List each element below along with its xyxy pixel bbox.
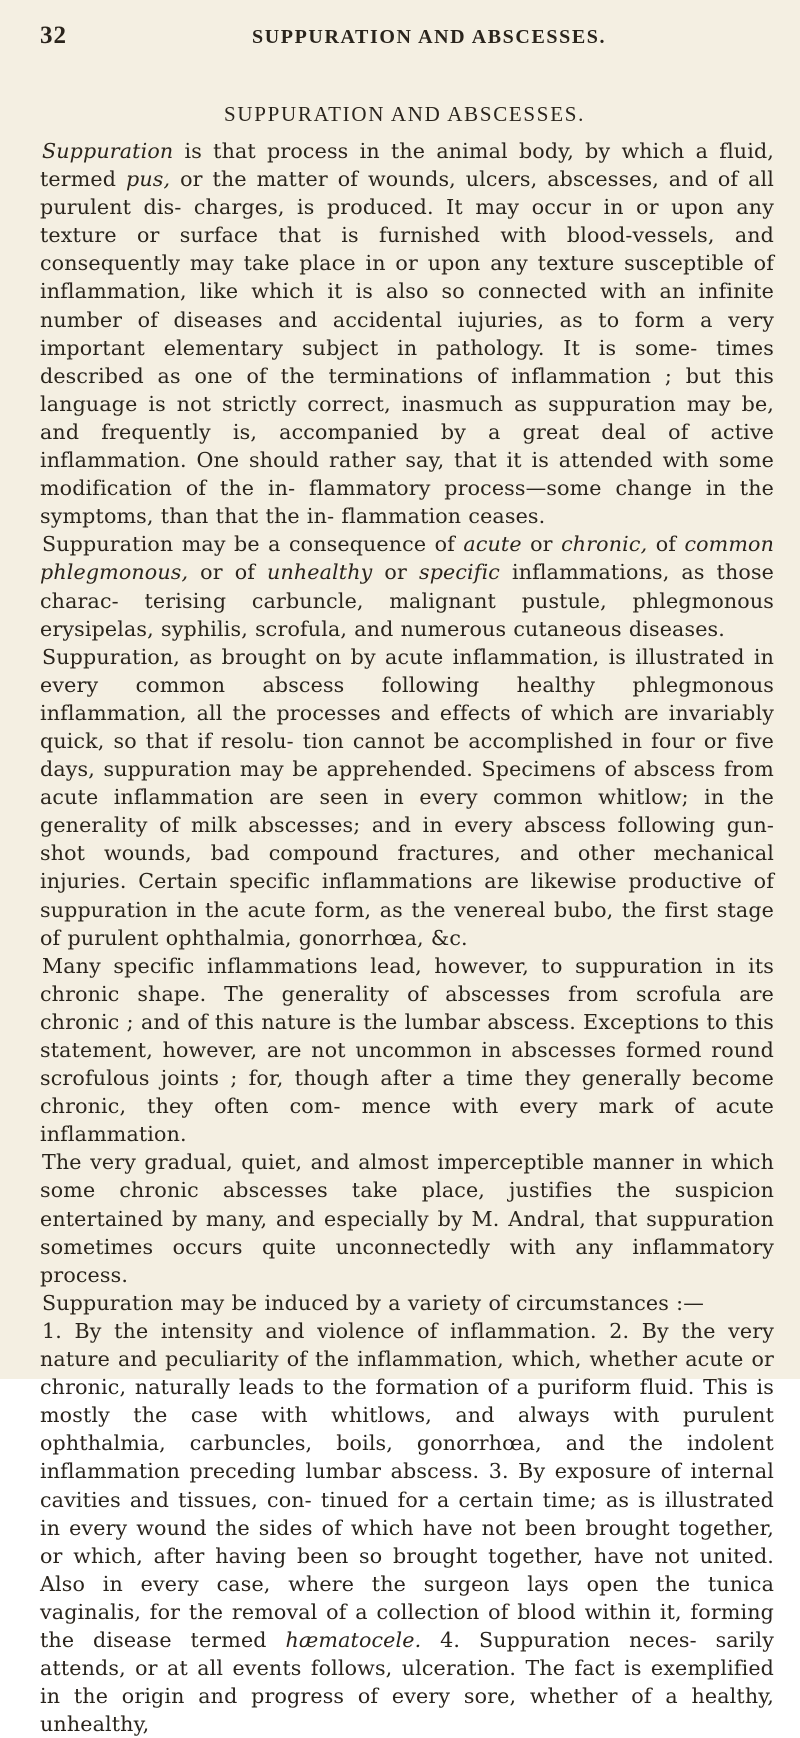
text-run: or of [188,560,268,585]
text-run: Suppuration may be a consequence of [42,532,464,557]
paragraph [40,1289,774,1317]
italic-text: Suppuration [42,139,174,163]
paragraph [40,1317,774,1738]
text-run: The very gradual, quiet, and almost imperceptible manner in which some chronic abscesses take place, justifies the suspicion entertained by many, and especially by M. Andral, that suppuration sometimes occurs quite unconnectedly with any inflammatory process. [40,1150,774,1287]
chapter-title: SUPPURATION AND ABSCESSES. [224,102,586,126]
italic-text: unhealthy [267,560,373,585]
body-text [40,137,774,1738]
italic-text: chronic, [561,532,648,557]
italic-text: hæmatocele. [285,1627,422,1652]
italic-text: common phlegmonous, [40,532,775,585]
text-run: or [372,560,419,585]
paragraph [40,1148,774,1288]
italic-text: specific [418,560,500,585]
page-number: 32 [40,22,67,49]
running-title: SUPPURATION AND ABSCESSES. [252,26,607,48]
text-run: of [647,532,685,557]
paragraph [40,952,774,1149]
running-head [40,22,774,62]
text-run: or the matter of wounds, ulcers, abscesses, and of all purulent dis- charges, is produced. It may occur in or upon any texture or surface that is furnished with blood-vessels, and consequently may take place in or upon any texture susceptible of inflammation, like which it is also so connected with an infinite number of diseases and accidental iujuries, as to form a very important elementary subject in pathology. It is some- times described as one of the terminations of inflammation ; but this language is not strictly correct, inasmuch as suppuration may be, and frequently is, accompanied by a great deal of active inflammation. One should rather say, that it is attended with some modification of the in- flammatory process—some change in the symptoms, than that the in- flammation ceases. [40,167,774,529]
text-run: 1. By the intensity and violence of inflammation. 2. By the very nature and peculiarity of the inflammation, which, whether acute or chronic, naturally leads to the formation of a puriform fluid. This is mostly the case with whitlows, and always with purulent ophthalmia, carbuncles, boils, gonorrhœa, and the indolent inflammation preceding lumbar abscess. 3. By exposure of internal cavities and tissues, con- tinued for a certain time; as is illustrated in every wound the sides of which have not been brought together, or which, after having been so brought together, have not united. Also in every case, where the surgeon lays open the tunica vaginalis, for the removal of a collection of blood within it, forming the disease termed [40,1318,774,1652]
paragraph [40,137,774,530]
paragraph [40,530,774,642]
text-run: 4. Suppuration neces- sarily attends, or at all events follows, ulceration. The fact is exemplified in the origin and progress of every sore, whether of a healthy, unhealthy, [40,1627,775,1737]
text-run: is that process in the animal body, by which a fluid, termed [40,139,774,192]
italic-text: pus, [126,167,171,192]
paragraph [40,643,774,952]
italic-text: acute [463,532,522,557]
text-run: or [521,532,562,557]
text-run: Suppuration, as brought on by acute inflammation, is illustrated in every common abscess following healthy phlegmonous inflammation, all the processes and effects of which are invariably quick, so that if resolu- tion cannot be accomplished in four or five days, suppuration may be apprehended. Specimens of abscess from acute inflammation are seen in every common whitlow; in the generality of milk abscesses; and in every abscess following gun-shot wounds, bad compound fractures, and other mechanical injuries. Certain specific inflammations are likewise productive of suppuration in the acute form, as the venereal bubo, the first stage of purulent ophthalmia, gonorrhœa, &c. [40,644,774,950]
text-run: Suppuration may be induced by a variety of circumstances :— [42,1290,704,1315]
text-run: inflammations, as those charac- terising carbuncle, malignant pustule, phlegmonous erysipelas, syphilis, scrofula, and numerous cutaneous diseases. [40,560,775,641]
text-run: Many specific inflammations lead, however, to suppuration in its chronic shape. The generality of abscesses from scrofula are chronic ; and of this nature is the lumbar abscess. Exceptions to this statement, however, are not uncommon in abscesses formed round scrofulous joints ; for, though after a time they generally become chronic, they often com- mence with every mark of acute inflammation. [40,953,774,1147]
